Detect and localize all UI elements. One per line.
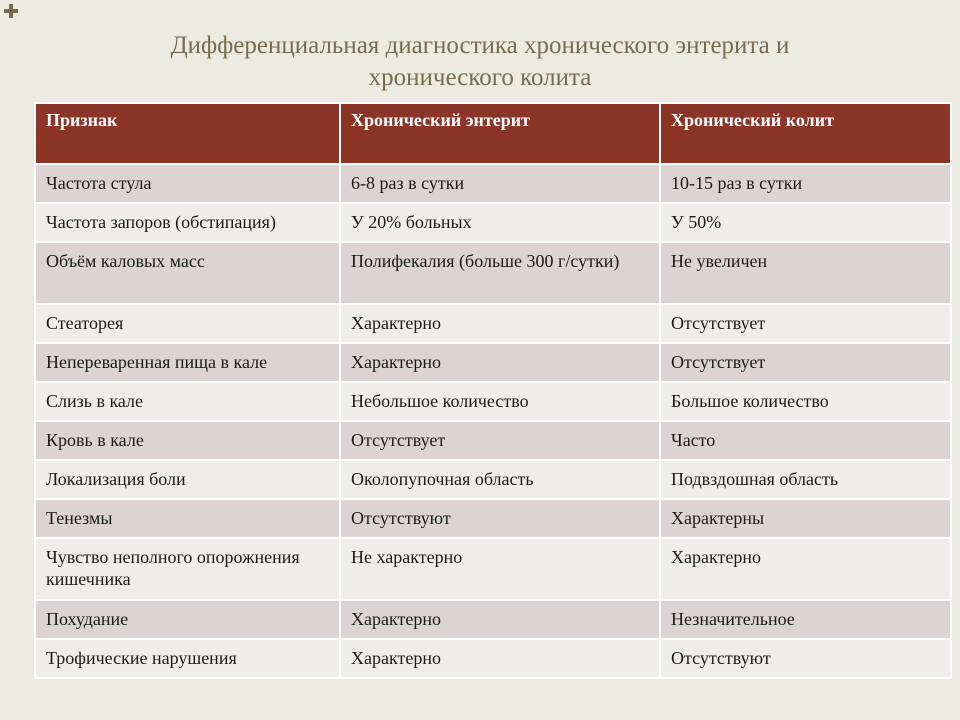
enteritis-cell: Полифекалия (больше 300 г/сутки) bbox=[340, 242, 660, 304]
colitis-cell: У 50% bbox=[660, 203, 951, 242]
enteritis-cell: Небольшое количество bbox=[340, 382, 660, 421]
sign-cell: Частота запоров (обстипация) bbox=[35, 203, 340, 242]
header-sign: Признак bbox=[35, 103, 340, 164]
header-chronic-colitis: Хронический колит bbox=[660, 103, 951, 164]
slide-title-line-2: хронического колита bbox=[368, 64, 592, 91]
enteritis-cell: Характерно bbox=[340, 304, 660, 343]
sign-cell: Кровь в кале bbox=[35, 421, 340, 460]
colitis-cell: Отсутствуют bbox=[660, 639, 951, 678]
sign-cell: Локализация боли bbox=[35, 460, 340, 499]
sign-cell: Стеаторея bbox=[35, 304, 340, 343]
sign-cell: Трофические нарушения bbox=[35, 639, 340, 678]
colitis-cell: Не увеличен bbox=[660, 242, 951, 304]
cross-icon bbox=[4, 4, 18, 18]
sign-cell: Похудание bbox=[35, 600, 340, 639]
table-row bbox=[35, 304, 951, 343]
enteritis-cell: Характерно bbox=[340, 600, 660, 639]
colitis-cell: Отсутствует bbox=[660, 343, 951, 382]
enteritis-cell: Не характерно bbox=[340, 538, 660, 600]
table-row bbox=[35, 343, 951, 382]
differential-diagnosis-table bbox=[34, 102, 952, 679]
sign-cell: Тенезмы bbox=[35, 499, 340, 538]
header-chronic-enteritis: Хронический энтерит bbox=[340, 103, 660, 164]
colitis-cell: Большое количество bbox=[660, 382, 951, 421]
slide-title bbox=[60, 30, 900, 94]
table-row bbox=[35, 203, 951, 242]
enteritis-cell: 6-8 раз в сутки bbox=[340, 164, 660, 203]
table-row bbox=[35, 460, 951, 499]
enteritis-cell: Характерно bbox=[340, 639, 660, 678]
table-row bbox=[35, 382, 951, 421]
colitis-cell: Незначительное bbox=[660, 600, 951, 639]
colitis-cell: Подвздошная область bbox=[660, 460, 951, 499]
colitis-cell: Часто bbox=[660, 421, 951, 460]
table-row bbox=[35, 600, 951, 639]
table-row bbox=[35, 499, 951, 538]
slide-title-line-1: Дифференциальная диагностика хронического энтерита и bbox=[170, 32, 790, 59]
sign-cell: Чувство неполного опорожнения кишечника bbox=[35, 538, 340, 600]
table-row bbox=[35, 538, 951, 600]
colitis-cell: Отсутствует bbox=[660, 304, 951, 343]
enteritis-cell: Отсутствует bbox=[340, 421, 660, 460]
enteritis-cell: Отсутствуют bbox=[340, 499, 660, 538]
colitis-cell: Характерны bbox=[660, 499, 951, 538]
sign-cell: Частота стула bbox=[35, 164, 340, 203]
table-row bbox=[35, 421, 951, 460]
table-header-row bbox=[35, 103, 951, 164]
enteritis-cell: Характерно bbox=[340, 343, 660, 382]
sign-cell: Объём каловых масс bbox=[35, 242, 340, 304]
colitis-cell: 10-15 раз в сутки bbox=[660, 164, 951, 203]
enteritis-cell: У 20% больных bbox=[340, 203, 660, 242]
sign-cell: Непереваренная пища в кале bbox=[35, 343, 340, 382]
table-row bbox=[35, 164, 951, 203]
enteritis-cell: Околопупочная область bbox=[340, 460, 660, 499]
sign-cell: Слизь в кале bbox=[35, 382, 340, 421]
table-row bbox=[35, 242, 951, 304]
table-row bbox=[35, 639, 951, 678]
colitis-cell: Характерно bbox=[660, 538, 951, 600]
